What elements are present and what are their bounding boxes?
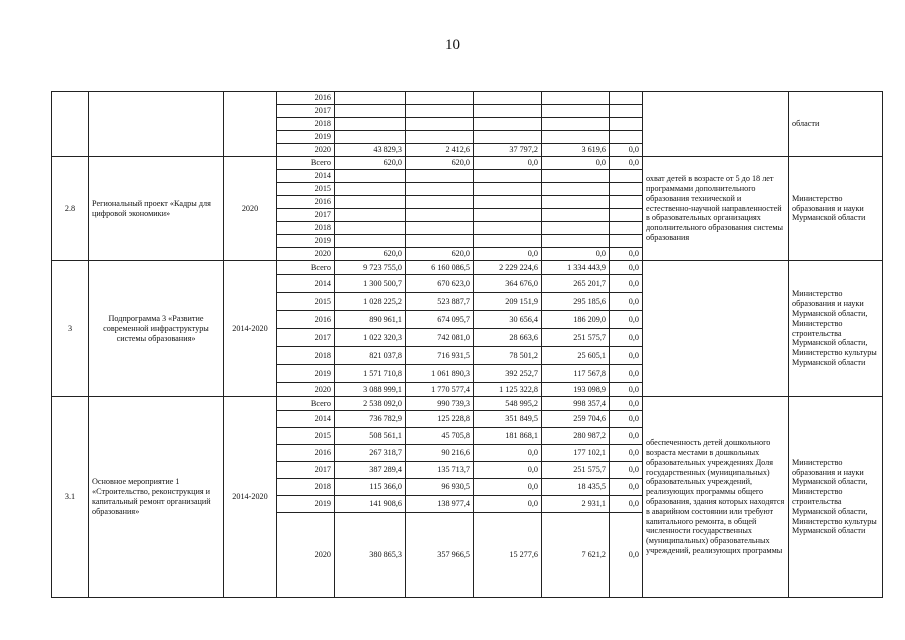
value-other [610, 196, 643, 209]
value-other [610, 92, 643, 105]
value-regional: 670 623,0 [406, 275, 474, 293]
value-other [610, 105, 643, 118]
value-federal [474, 183, 542, 196]
value-local: 0,0 [542, 157, 610, 170]
value-local: 117 567,8 [542, 365, 610, 383]
value-local [542, 131, 610, 144]
year-cell: 2018 [277, 479, 335, 496]
value-federal: 0,0 [474, 496, 542, 513]
value-other [610, 209, 643, 222]
year-cell: 2020 [277, 383, 335, 397]
value-other: 0,0 [610, 411, 643, 428]
year-cell: Всего [277, 397, 335, 411]
value-total [335, 118, 406, 131]
item-results [643, 261, 789, 397]
value-local: 265 201,7 [542, 275, 610, 293]
item-period [224, 92, 277, 157]
value-other: 0,0 [610, 445, 643, 462]
value-regional: 1 061 890,3 [406, 365, 474, 383]
value-total: 1 300 500,7 [335, 275, 406, 293]
value-federal [474, 235, 542, 248]
value-federal: 392 252,7 [474, 365, 542, 383]
year-cell: 2015 [277, 428, 335, 445]
year-cell: 2018 [277, 118, 335, 131]
value-other: 0,0 [610, 428, 643, 445]
value-other: 0,0 [610, 347, 643, 365]
value-local: 18 435,5 [542, 479, 610, 496]
item-period: 2014-2020 [224, 261, 277, 397]
year-cell: 2016 [277, 196, 335, 209]
value-local: 251 575,7 [542, 329, 610, 347]
item-results: охват детей в возрасте от 5 до 18 лет программами дополнительного образования технической и естественно-научной направленностей в образовательных организациях дополнительного образования системы образования [643, 157, 789, 261]
item-number: 3.1 [52, 397, 89, 598]
value-regional [406, 118, 474, 131]
item-results [643, 92, 789, 157]
year-cell: 2016 [277, 92, 335, 105]
value-local: 3 619,6 [542, 144, 610, 157]
value-federal: 181 868,1 [474, 428, 542, 445]
value-total: 115 366,0 [335, 479, 406, 496]
value-total: 9 723 755,0 [335, 261, 406, 275]
value-other: 0,0 [610, 144, 643, 157]
value-federal [474, 196, 542, 209]
value-federal [474, 92, 542, 105]
item-executor: Министерство образования и науки Мурманской области [789, 157, 883, 261]
value-total: 821 037,8 [335, 347, 406, 365]
value-federal: 15 277,6 [474, 513, 542, 598]
year-cell: 2020 [277, 248, 335, 261]
value-regional: 742 081,0 [406, 329, 474, 347]
value-federal [474, 222, 542, 235]
value-regional [406, 196, 474, 209]
value-total: 1 022 320,3 [335, 329, 406, 347]
value-local [542, 222, 610, 235]
value-other [610, 118, 643, 131]
value-other: 0,0 [610, 311, 643, 329]
year-cell: Всего [277, 261, 335, 275]
year-cell: 2018 [277, 222, 335, 235]
value-other [610, 235, 643, 248]
value-regional: 125 228,8 [406, 411, 474, 428]
value-other: 0,0 [610, 261, 643, 275]
value-federal: 209 151,9 [474, 293, 542, 311]
value-local: 0,0 [542, 248, 610, 261]
value-local: 1 334 443,9 [542, 261, 610, 275]
value-other: 0,0 [610, 479, 643, 496]
item-period: 2020 [224, 157, 277, 261]
value-federal: 37 797,2 [474, 144, 542, 157]
year-cell: 2014 [277, 275, 335, 293]
value-regional: 620,0 [406, 157, 474, 170]
value-federal: 1 125 322,8 [474, 383, 542, 397]
value-regional: 135 713,7 [406, 462, 474, 479]
value-regional: 357 966,5 [406, 513, 474, 598]
value-local: 25 605,1 [542, 347, 610, 365]
value-other: 0,0 [610, 462, 643, 479]
item-number: 3 [52, 261, 89, 397]
table-row [52, 157, 883, 170]
item-name: Региональный проект «Кадры для цифровой экономики» [89, 157, 224, 261]
value-federal: 0,0 [474, 445, 542, 462]
year-cell: 2017 [277, 462, 335, 479]
value-total: 508 561,1 [335, 428, 406, 445]
value-regional [406, 235, 474, 248]
value-local [542, 170, 610, 183]
value-regional [406, 222, 474, 235]
value-federal: 78 501,2 [474, 347, 542, 365]
value-regional: 90 216,6 [406, 445, 474, 462]
value-regional [406, 92, 474, 105]
year-cell: 2015 [277, 293, 335, 311]
value-regional: 45 705,8 [406, 428, 474, 445]
value-other [610, 170, 643, 183]
value-other: 0,0 [610, 293, 643, 311]
value-local: 295 185,6 [542, 293, 610, 311]
year-cell: 2015 [277, 183, 335, 196]
value-total: 141 908,6 [335, 496, 406, 513]
value-regional: 2 412,6 [406, 144, 474, 157]
value-total [335, 105, 406, 118]
value-local: 186 209,0 [542, 311, 610, 329]
year-cell: 2014 [277, 411, 335, 428]
value-local: 177 102,1 [542, 445, 610, 462]
value-total: 1 028 225,2 [335, 293, 406, 311]
table-row [52, 92, 883, 105]
value-other: 0,0 [610, 157, 643, 170]
item-number [52, 92, 89, 157]
year-cell: 2016 [277, 445, 335, 462]
value-total [335, 235, 406, 248]
value-regional: 523 887,7 [406, 293, 474, 311]
year-cell: 2019 [277, 365, 335, 383]
item-executor: Министерство образования и науки Мурманской области, Министерство строительства Мурманской области, Министерство культуры Мурманской области [789, 261, 883, 397]
value-other: 0,0 [610, 397, 643, 411]
value-total: 387 289,4 [335, 462, 406, 479]
value-total: 620,0 [335, 157, 406, 170]
value-other: 0,0 [610, 496, 643, 513]
value-total: 620,0 [335, 248, 406, 261]
value-federal: 0,0 [474, 157, 542, 170]
value-total: 267 318,7 [335, 445, 406, 462]
value-total: 2 538 092,0 [335, 397, 406, 411]
table-row [52, 397, 883, 411]
value-federal: 30 656,4 [474, 311, 542, 329]
value-local [542, 209, 610, 222]
item-name [89, 92, 224, 157]
year-cell: 2019 [277, 131, 335, 144]
year-cell: 2020 [277, 144, 335, 157]
year-cell: 2019 [277, 235, 335, 248]
page-number: 10 [445, 37, 460, 53]
value-federal: 28 663,6 [474, 329, 542, 347]
value-federal: 2 229 224,6 [474, 261, 542, 275]
value-local [542, 92, 610, 105]
value-federal: 0,0 [474, 462, 542, 479]
program-table [51, 91, 883, 598]
year-cell: Всего [277, 157, 335, 170]
value-local [542, 183, 610, 196]
item-name: Подпрограмма 3 «Развитие современной инфраструктуры системы образования» [89, 261, 224, 397]
value-regional [406, 131, 474, 144]
item-executor: Министерство образования и науки Мурманской области, Министерство строительства Мурманской области, Министерство культуры Мурманской области [789, 397, 883, 598]
value-regional: 1 770 577,4 [406, 383, 474, 397]
value-federal [474, 131, 542, 144]
item-executor: области [789, 92, 883, 157]
year-cell: 2017 [277, 209, 335, 222]
item-period: 2014-2020 [224, 397, 277, 598]
value-total: 380 865,3 [335, 513, 406, 598]
year-cell: 2014 [277, 170, 335, 183]
value-local: 259 704,6 [542, 411, 610, 428]
value-regional: 716 931,5 [406, 347, 474, 365]
value-regional [406, 183, 474, 196]
value-federal: 351 849,5 [474, 411, 542, 428]
value-regional: 138 977,4 [406, 496, 474, 513]
value-total: 890 961,1 [335, 311, 406, 329]
value-other: 0,0 [610, 275, 643, 293]
value-other: 0,0 [610, 513, 643, 598]
value-local [542, 235, 610, 248]
table-row [52, 261, 883, 275]
value-local: 7 621,2 [542, 513, 610, 598]
value-local [542, 196, 610, 209]
value-federal [474, 118, 542, 131]
value-total: 43 829,3 [335, 144, 406, 157]
value-other: 0,0 [610, 329, 643, 347]
year-cell: 2018 [277, 347, 335, 365]
value-regional [406, 170, 474, 183]
value-total [335, 131, 406, 144]
year-cell: 2016 [277, 311, 335, 329]
value-federal [474, 105, 542, 118]
value-federal [474, 209, 542, 222]
value-regional: 674 095,7 [406, 311, 474, 329]
value-regional: 96 930,5 [406, 479, 474, 496]
value-local: 193 098,9 [542, 383, 610, 397]
value-total [335, 92, 406, 105]
value-total: 1 571 710,8 [335, 365, 406, 383]
year-cell: 2017 [277, 329, 335, 347]
value-total [335, 170, 406, 183]
value-total [335, 222, 406, 235]
value-total [335, 196, 406, 209]
value-local: 2 931,1 [542, 496, 610, 513]
value-regional: 6 160 086,5 [406, 261, 474, 275]
value-regional [406, 105, 474, 118]
value-federal [474, 170, 542, 183]
value-total: 736 782,9 [335, 411, 406, 428]
value-other [610, 183, 643, 196]
value-local: 280 987,2 [542, 428, 610, 445]
value-other [610, 222, 643, 235]
value-local: 251 575,7 [542, 462, 610, 479]
value-federal: 364 676,0 [474, 275, 542, 293]
value-local [542, 105, 610, 118]
item-name: Основное мероприятие 1 «Строительство, реконструкция и капитальный ремонт организаций образования» [89, 397, 224, 598]
value-regional [406, 209, 474, 222]
value-federal: 548 995,2 [474, 397, 542, 411]
value-total [335, 183, 406, 196]
item-number: 2.8 [52, 157, 89, 261]
year-cell: 2019 [277, 496, 335, 513]
value-local: 998 357,4 [542, 397, 610, 411]
value-total: 3 088 999,1 [335, 383, 406, 397]
value-other [610, 131, 643, 144]
value-regional: 990 739,3 [406, 397, 474, 411]
value-regional: 620,0 [406, 248, 474, 261]
value-federal: 0,0 [474, 248, 542, 261]
value-other: 0,0 [610, 365, 643, 383]
value-total [335, 209, 406, 222]
value-federal: 0,0 [474, 479, 542, 496]
year-cell: 2017 [277, 105, 335, 118]
year-cell: 2020 [277, 513, 335, 598]
item-results: обеспеченность детей дошкольного возраста местами в дошкольных образовательных учреждениях Доля государственных (муниципальных) образовательных учреждений, реализующих программы общего образования, здания которых находятся в аварийном состоянии или требуют капитального ремонта, в общей численности государственных (муниципальных) образовательных учреждений, реализующих программы [643, 397, 789, 598]
value-other: 0,0 [610, 383, 643, 397]
value-other: 0,0 [610, 248, 643, 261]
value-local [542, 118, 610, 131]
